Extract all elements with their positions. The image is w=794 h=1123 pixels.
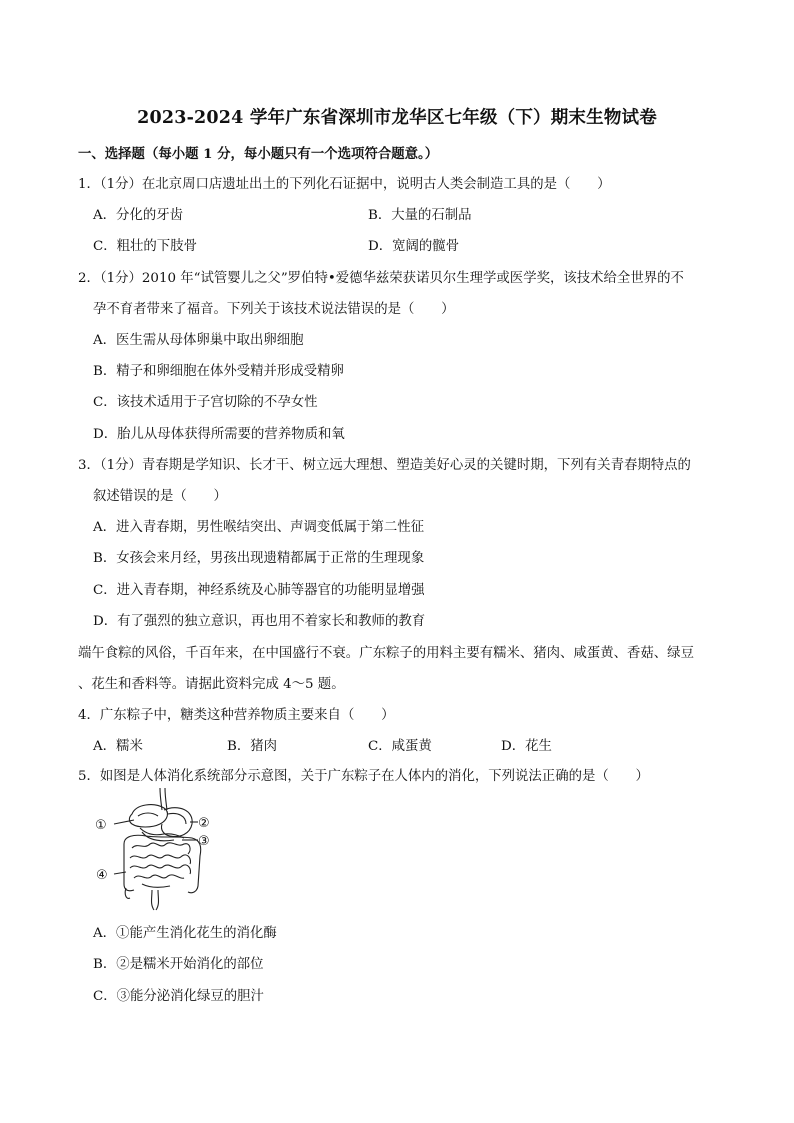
digestive-system-diagram	[94, 784, 219, 914]
question-3-option-b[interactable]: B．女孩会来月经，男孩出现遗精都属于正常的生理现象	[93, 551, 425, 566]
question-4-option-d[interactable]: D．花生	[501, 739, 552, 754]
page-title: 2023-2024 学年广东省深圳市龙华区七年级（下）期末生物试卷	[137, 108, 657, 128]
label-4: ④	[96, 868, 108, 883]
label-3: ③	[198, 834, 210, 849]
question-2-option-d[interactable]: D．胎儿从母体获得所需要的营养物质和氧	[93, 427, 345, 442]
question-1-stem: 1．（1分）在北京周口店遗址出土的下列化石证据中，说明古人类会制造工具的是（ ）	[78, 177, 611, 192]
question-3-option-c[interactable]: C．进入青春期，神经系统及心肺等器官的功能明显增强	[93, 583, 425, 598]
question-3-option-a[interactable]: A．进入青春期，男性喉结突出、声调变低属于第二性征	[93, 520, 425, 535]
question-2-option-b[interactable]: B．精子和卵细胞在体外受精并形成受精卵	[93, 364, 344, 379]
question-1-option-a[interactable]: A．分化的牙齿	[93, 208, 184, 223]
question-4-option-c[interactable]: C．咸蛋黄	[368, 739, 432, 754]
question-4-option-a[interactable]: A．糯米	[93, 739, 143, 754]
question-2-option-a[interactable]: A．医生需从母体卵巢中取出卵细胞	[93, 333, 304, 348]
material-line1: 端午食粽的风俗，千百年来，在中国盛行不衰。广东粽子的用料主要有糯米、猪肉、咸蛋黄、香菇、绿豆	[78, 646, 694, 661]
question-4-option-b[interactable]: B．猪肉	[227, 739, 278, 754]
question-3-stem-line2: 叙述错误的是（ ）	[93, 489, 227, 504]
question-2-stem-line2: 孕不育者带来了福音。下列关于该技术说法错误的是（ ）	[93, 302, 455, 317]
question-3-stem-line1: 3．（1分）青春期是学知识、长才干、树立远大理想、塑造美好心灵的关键时期，下列有关青春期特点的	[78, 458, 691, 473]
question-3-option-d[interactable]: D．有了强烈的独立意识，再也用不着家长和教师的教育	[93, 614, 426, 629]
material-line2: 、花生和香料等。请据此资料完成 4～5 题。	[78, 677, 345, 692]
question-5-option-a[interactable]: A．①能产生消化花生的消化酶	[93, 926, 277, 941]
question-4-stem: 4．广东粽子中，糖类这种营养物质主要来自（ ）	[78, 708, 395, 723]
label-1: ①	[95, 818, 107, 833]
question-5-option-c[interactable]: C．③能分泌消化绿豆的胆汁	[93, 989, 264, 1004]
question-5-stem: 5．如图是人体消化系统部分示意图，关于广东粽子在人体内的消化，下列说法正确的是（ ）	[78, 769, 649, 784]
question-2-option-c[interactable]: C．该技术适用于子宫切除的不孕女性	[93, 395, 318, 410]
question-2-stem-line1: 2．（1分）2010 年“试管婴儿之父”罗伯特•爱德华兹荣获诺贝尔生理学或医学奖，该技术给全世界的不	[78, 271, 684, 286]
question-5-option-b[interactable]: B．②是糯米开始消化的部位	[93, 957, 264, 972]
section-heading: 一、选择题（每小题 1 分，每小题只有一个选项符合题意。）	[78, 146, 439, 162]
question-1-option-c[interactable]: C．粗壮的下肢骨	[93, 239, 197, 254]
question-1-option-b[interactable]: B．大量的石制品	[368, 208, 472, 223]
question-1-option-d[interactable]: D．宽阔的髋骨	[368, 239, 460, 254]
label-2: ②	[198, 816, 210, 831]
